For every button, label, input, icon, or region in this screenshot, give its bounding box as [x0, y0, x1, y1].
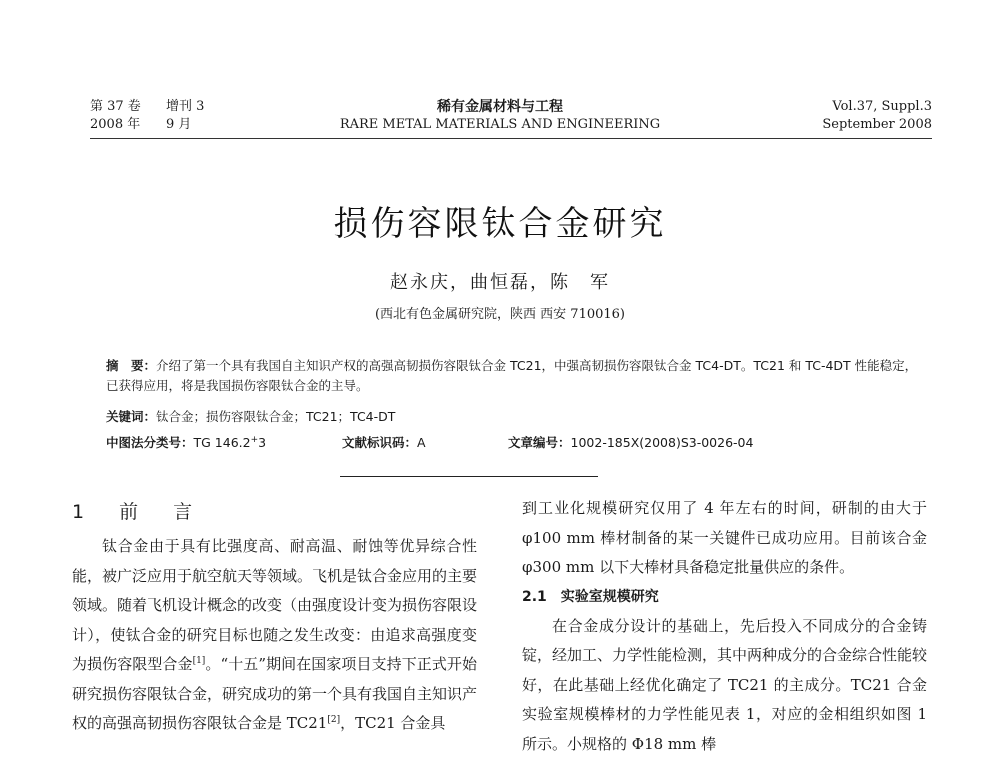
header-rule — [90, 138, 932, 139]
keywords-text: 钛合金；损伤容限钛合金；TC21；TC4-DT — [156, 409, 396, 424]
paper-affiliation: (西北有色金属研究院，陕西 西安 710016) — [374, 307, 626, 322]
paper-authors: 赵永庆，曲恒磊，陈 军 — [390, 272, 610, 293]
left-column — [72, 494, 477, 739]
journal-name-cn: 稀有金属材料与工程 — [437, 99, 563, 115]
journal-name-en: RARE METAL MATERIALS AND ENGINEERING — [339, 117, 661, 132]
header-volume-info — [90, 98, 204, 134]
keywords-label: 关键词： — [106, 409, 157, 424]
abstract-separator — [340, 476, 598, 477]
month-label: 9 月 — [166, 117, 192, 132]
subsection-2-1-heading: 2.1 实验室规模研究 — [522, 588, 659, 605]
year-label: 2008 年 — [90, 117, 141, 132]
article-id: 文章编号：1002-185X(2008)S3-0026-04 — [508, 435, 754, 450]
volume-label: 第 37 卷 — [90, 99, 141, 114]
classification-row — [106, 433, 926, 453]
right-column — [522, 494, 927, 759]
keywords — [106, 407, 926, 427]
clc-number: 中图法分类号：TG 146.2+3 — [106, 434, 267, 450]
subsection-2-1-paragraph: 在合金成分设计的基础上，先后投入不同成分的合金铸锭，经加工、力学性能检测，其中两种成分的合金综合性能较好，在此基础上经优化确定了 TC21 的主成分。TC21 合金实验室规模棒材的力学性能见表 1，对应的金相组织如图 1 所示。小规格的 Φ18 mm 棒 — [522, 616, 928, 753]
header-volume-en — [822, 98, 932, 134]
section-1-paragraph: 钛合金由于具有比强度高、耐高温、耐蚀等优异综合性能，被广泛应用于航空航天等领域。飞机是钛合金应用的主要领域。随着飞机设计概念的改变（由强度设计变为损伤容限设计），使钛合金的研究目标也随之发生改变：由追求高强度变为损伤容限型合金[1]。“十五”期间在国家项目支持下正式开始研究损伤容限钛合金，研究成功的第一个具有我国自主知识产权的高强高韧损伤容限钛合金是 TC21[2]，TC21 合金具 — [72, 537, 478, 732]
volume-en: Vol.37, Suppl.3 — [832, 99, 932, 114]
paper-title: 损伤容限钛合金研究 — [333, 204, 667, 244]
abstract-text: 介绍了第一个具有我国自主知识产权的高强高韧损伤容限钛合金 TC21，中强高韧损伤容限钛合金 TC4-DT。TC21 和 TC-4DT 性能稳定，已获得应用，将是我国损伤容限钛合金的主导。 — [106, 358, 918, 393]
header-journal — [260, 98, 740, 134]
section-1-heading: 1 前 言 — [72, 501, 201, 523]
date-en: September 2008 — [822, 117, 932, 132]
citation-1: [1] — [192, 656, 206, 666]
supplement-label: 增刊 3 — [166, 99, 205, 114]
citation-2: [2] — [327, 715, 341, 725]
document-code: 文献标识码：A — [342, 435, 426, 450]
abstract-label: 摘 要： — [106, 358, 157, 373]
abstract — [106, 356, 926, 396]
continued-paragraph: 到工业化规模研究仅用了 4 年左右的时间，研制的由大于φ100 mm 棒材制备的某一关键件已成功应用。目前该合金φ300 mm 以下大棒材具备稳定批量供应的条件。 — [522, 499, 927, 576]
